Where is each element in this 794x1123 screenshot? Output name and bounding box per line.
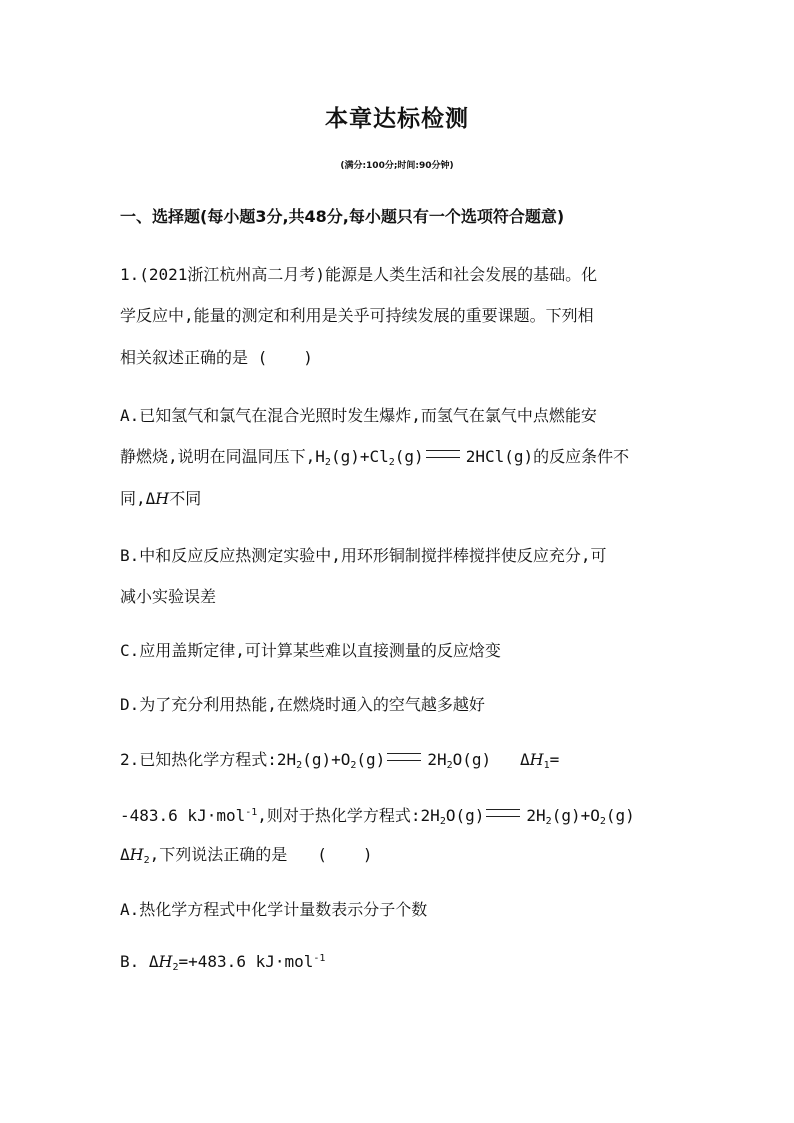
text: Δ (120, 845, 130, 864)
subscript: 2 (439, 816, 446, 827)
q1-answer-paren-close: ) (303, 348, 313, 367)
answer-paren-close: ) (362, 845, 373, 864)
q2-stem-line-2 (120, 803, 635, 826)
q1-option-a-line-3 (120, 486, 201, 509)
text: ,则对于热化学方程式:2H (257, 806, 440, 825)
q1-stem-line-2: 学反应中,能量的测定和利用是关乎可持续发展的重要课题。下列相 (120, 306, 594, 325)
q1-stem-line-1: 1.(2021浙江杭州高二月考)能源是人类生活和社会发展的基础。化 (120, 265, 598, 284)
q1-option-b-line-1: B.中和反应反应热测定实验中,用环形铜制搅拌棒搅拌使反应充分,可 (120, 546, 607, 565)
q1-option-a-text: 静燃烧,说明在同温同压下, (120, 447, 316, 466)
subscript: 2 (143, 855, 150, 866)
text: (g) (605, 806, 635, 825)
q1-option-b-line-2: 减小实验误差 (120, 587, 217, 606)
score-time-note: (满分:100分;时间:90分钟) (340, 161, 454, 171)
text: O(g) (445, 806, 485, 825)
subscript: 1 (543, 760, 550, 771)
text: 不同 (169, 489, 202, 508)
text: O(g) Δ (452, 750, 530, 769)
superscript: -1 (245, 807, 258, 818)
enthalpy-var: H (155, 489, 170, 508)
text: 同,Δ (120, 489, 156, 508)
equation-state: (g) (394, 447, 424, 466)
text: (g)+O (551, 806, 600, 825)
text: B. Δ (120, 952, 159, 971)
q2-option-b (120, 952, 325, 971)
equals-sign-icon (486, 809, 520, 817)
q2-stem-line-3 (120, 842, 373, 865)
equals-sign-icon (426, 450, 460, 458)
subscript: 2 (599, 816, 606, 827)
q1-stem-text: 相关叙述正确的是 ( (120, 348, 268, 367)
text: -483.6 kJ·mol (120, 806, 246, 825)
page-title: 本章达标检测 (325, 106, 469, 132)
subscript: 2 (545, 816, 552, 827)
equation-cl2: (g)+Cl (330, 447, 389, 466)
enthalpy-var: H (158, 952, 173, 971)
text: ,下列说法正确的是 (149, 845, 288, 864)
q1-option-c: C.应用盖斯定律,可计算某些难以直接测量的反应焓变 (120, 641, 501, 660)
text: =+483.6 kJ·mol (178, 952, 314, 971)
text: (g) (356, 750, 386, 769)
equals-sign-icon (387, 753, 421, 761)
text: 2H (427, 750, 447, 769)
subscript: 2 (446, 760, 453, 771)
text: 2H (526, 806, 546, 825)
q1-option-a-line-2 (120, 444, 629, 467)
subscript: 2 (388, 457, 395, 468)
subscript: 2 (296, 760, 303, 771)
answer-paren-open: ( (317, 845, 327, 864)
section-heading-choice: 一、选择题(每小题3分,共48分,每小题只有一个选项符合题意) (120, 207, 565, 226)
text: 2.已知热化学方程式:2H (120, 750, 297, 769)
superscript: -1 (313, 953, 326, 964)
subscript: 2 (172, 962, 179, 973)
q1-option-d: D.为了充分利用热能,在燃烧时通入的空气越多越好 (120, 695, 485, 714)
equation-product: 2HCl(g)的反应条件不 (465, 447, 630, 466)
q1-option-a-line-1: A.已知氢气和氯气在混合光照时发生爆炸,而氢气在氯气中点燃能安 (120, 406, 597, 425)
q2-stem-line-1 (120, 747, 559, 770)
subscript: 2 (350, 760, 357, 771)
q2-option-a: A.热化学方程式中化学计量数表示分子个数 (120, 900, 428, 919)
enthalpy-var: H (129, 845, 144, 864)
text: = (549, 750, 560, 769)
equation-h2: H (315, 447, 325, 466)
q1-stem-line-3 (120, 345, 313, 368)
enthalpy-var: H (529, 750, 544, 769)
text: (g)+O (302, 750, 351, 769)
subscript: 2 (324, 457, 331, 468)
